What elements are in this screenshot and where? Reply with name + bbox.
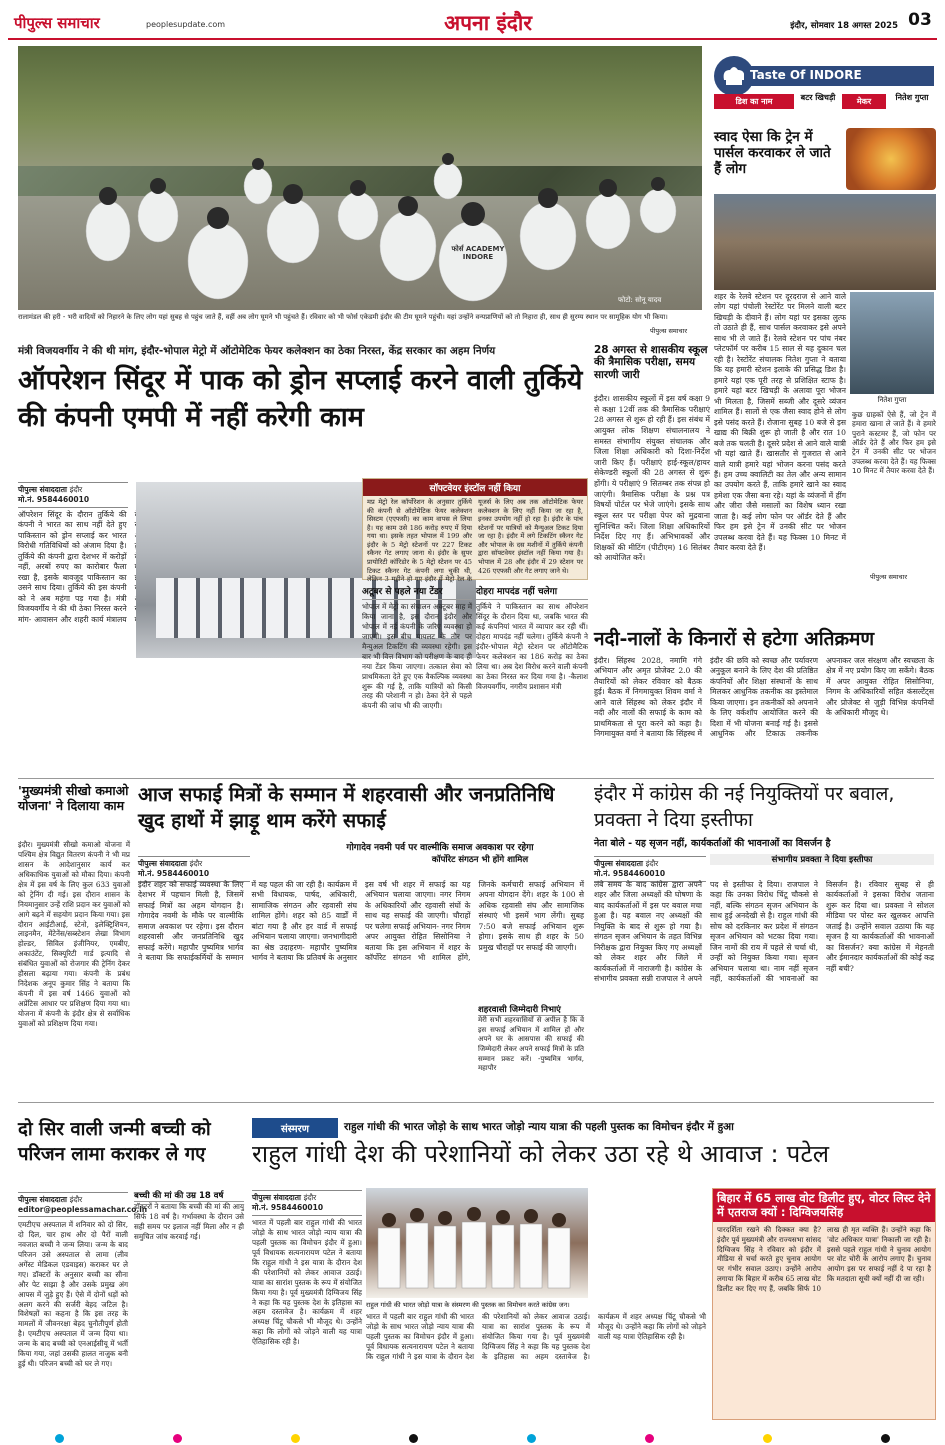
lead-body: ऑपरेशन सिंदूर के दौरान तुर्किये की कंपनी ने भारत का साथ नहीं देते हुए पाकिस्तान को ड्रोन सप्लाई कर भारत विरोधी गतिविधियों को अंजाम दिया है। तुर्किये की कंपनी द्वारा देशभर में करोड़ों नहीं, अरबों रुपए का कारोबार फैला रखा है, इसके बावजूद पाकिस्तान का उसने साथ दिया। तुर्किये की इस कंपनी को ने अब महंगा पड़ गया है। मंत्री विजयवर्गीय ने की थी ठेका निरस्त करने मांग- आवासन और शहरी कार्य मंत्रालय	[18, 510, 127, 624]
byline-name: पीपुल्स संवाददाता इंदौर	[594, 859, 659, 868]
safai-sub: गोगादेव नवमी पर्व पर वाल्मीकि समाज अवकाश पर रहेगा	[346, 843, 534, 853]
taste-quote: कुछ ग्राहकों ऐसे हैं, जो ट्रेन में हमारा खाना ले जाते हैं। वे हमारे पुराने कस्टमर हैं, जो फोन पर ऑर्डर देते हैं और फिर हम इसे ट्रेन में उनकी सीट पर भोजन उपलब्ध करवा देते हैं। यह फिक्स 10 मिनट में तैयार करवा देते हैं।	[852, 410, 936, 476]
section-title: अपना इंदौर	[444, 11, 532, 35]
head	[150, 178, 166, 194]
software-body: मप्र मेट्रो रेल कॉर्पोरेशन के अनुसार तुर्किये की कंपनी से ऑटोमेटिक फेयर कलेक्शन सिस्टम (एएफसी) का काम वापस ले लिया है। यह काम उसे 186 करोड़ रुपए में दिया गया था। इसके तहत भोपाल में 199 और इंदौर के 5 मेट्रो स्टेशनों पर 227 टिकट स्कैनर गेट लगाए जाना थे। इंदौर के सुपर प्रायोरिटी कॉरिडोर के 5 मेट्रो स्टेशन पर 45 टिकट स्कैनर गेट कंपनी लगा चुकी थी, लेकिन 3 महीने हो गए इंदौर में मेट्रो रेल के यूजर्स के लिए अब तक ऑटोमेटिक फेयर कलेक्शन के लिए नहीं किया जा रहा है, इनका उपयोग नहीं हो रहा है। इंदौर के पांच स्टेशनों पर यात्रियों को मैन्युअल टिकट दिया जा रहा है। इंदौर में लगे टिकटिंग स्कैनर गेट और भोपाल के दस मशीनों में तुर्किये कंपनी द्वारा सॉफ्टवेयर इंस्टॉल नहीं किया गया है। भोपाल में 28 और इंदौर में 29 स्टेशन पर 426 एएफसी और गेट लगाए जाने थे।	[367, 498, 583, 584]
factbox-body: मेरी सभी शहरवासियों से अपील है कि वे इस सफाई अभियान में शामिल हों और अपने घर के आसपास की सफाई की जिम्मेदारी लेकर अपने सफाई मित्रों के प्रति सम्मान प्रकट करें। -पुष्यमित्र भार्गव, महापौर	[478, 1016, 584, 1073]
rahul-kicker-bar	[252, 1118, 936, 1138]
kalyan-title: अटूबर से पहले नया टेंडर	[362, 584, 472, 600]
masthead-url: peoplesupdate.com	[146, 20, 226, 29]
taste-credit: पीपुल्स समाचार	[870, 573, 907, 581]
caption-credit: पीपुल्स समाचार	[650, 327, 687, 335]
head	[283, 184, 303, 204]
person	[86, 201, 130, 261]
dish-name-value: बटर खिचड़ी	[800, 93, 836, 102]
top-photo	[18, 46, 702, 310]
head	[398, 196, 418, 216]
byline-name: पीपुल्स संवाददाता इंदौर	[138, 859, 203, 868]
maker-label: मेकर	[842, 94, 886, 109]
yoga-group-illustration	[18, 46, 702, 310]
congress-headline: इंदौर में कांग्रेस की नई नियुक्तियों पर बवाल, प्रवक्ता ने दिया इस्तीफा	[594, 783, 895, 831]
kalyan-body: भोपाल में मेट्रो का संचालन अक्टूबर माह में किया जाना है, इस दौरान इंदौर और भोपाल में नई कंपनी के जरिए व्यवस्था हो जाएगी। इस बीच पायलट के तौर पर मैन्युअल टिकटिंग की व्यवस्था रहेगी। इस बार भी वित्त विभाग को परीक्षण के बाद ही नया टेंडर किया जाएगा। तत्काल सेवा को प्राथमिकता देते हुए एक वैकल्पिक व्यवस्था शुरू की गई है, ताकि यात्रियों को किसी तरह की परेशानी न हो। ठेका देने से पहले कंपनी की जांच भी की जाएगी।	[362, 602, 472, 711]
rahul-headline: राहुल गांधी देश की परेशानियों को लेकर उठा रहे थे आवाज : पटेल	[252, 1140, 830, 1168]
masthead-left: पीपुल्स समाचार	[14, 14, 100, 32]
byline-mobile: मो.नं. 9584460010	[594, 869, 666, 878]
head	[461, 202, 485, 226]
shirt-print: फोर्स ACADEMY INDORE	[451, 245, 505, 261]
registration-mark	[763, 1434, 772, 1443]
byline-mobile: मो.नं. 9584460010	[138, 869, 210, 878]
exam-headline: 28 अगस्त से शासकीय स्कूल की त्रैमासिक परीक्षा, समय सारणी जारी	[594, 344, 708, 381]
person	[434, 163, 462, 199]
congress-sub2: संभागीय प्रवक्ता ने दिया इस्तीफा	[710, 854, 934, 865]
dohra-section	[476, 584, 588, 774]
head	[252, 158, 264, 170]
photo-credit: फोटो: सोनू यादव	[618, 296, 662, 304]
girl-box-title: बच्ची की मां की उम्र 18 वर्ष	[134, 1190, 244, 1202]
byline-mobile: मो.नं. 9584460010	[18, 495, 90, 504]
safai-headline: आज सफाई मित्रों के सम्मान में शहरवासी और जनप्रतिनिधि खुद हाथों में झाड़ू थाम करेंगे सफाई	[138, 783, 555, 833]
person	[267, 199, 319, 263]
maker-value: नितेश गुप्ता	[895, 93, 929, 102]
lead-byline	[18, 482, 128, 508]
divider	[18, 778, 934, 779]
person	[338, 192, 378, 240]
software-section	[362, 478, 588, 584]
byline-name: पीपुल्स संवाददाता इंदौर	[252, 1193, 317, 1202]
dohra-title: दोहरा मापदंड नहीं चलेगा	[476, 584, 588, 600]
safai-byline	[138, 856, 250, 882]
person	[586, 193, 630, 249]
exam-body: इंदौर। शासकीय स्कूलों में इस वर्ष कक्षा 9 से कक्षा 12वीं तक की त्रैमासिक परीक्षाएं 28 अगस्त से शुरू हो रही हैं। इस संबंध में आयुक्त लोक शिक्षण संचालनालय ने समस्त संभागीय संयुक्त संचालक और जिला शिक्षा अधिकारी को दिशा-निर्देश जारी किए हैं। परीक्षाएं हाई-स्कूल/हायर सेकेण्डरी स्कूलों की 28 अगस्त से शुरू होंगी। ये परीक्षाएं 9 सितम्बर तक संपन्न हो जाएंगी। त्रैमासिक परीक्षा के प्रश्न पत्र विषयों पोर्टल पर भेजे जाएंगे। इसके साथ स्कूल स्तर पर परीक्षा पेपर को मुद्रवाना सुनिश्चित करें। जिला शिक्षा अधिकारियों निर्देश दिए गए हैं। अभिभावकों और शिक्षकों की मीटिंग (पीटीएम) 16 सितंबर को आयोजित करें।	[594, 394, 710, 563]
registration-mark	[881, 1434, 890, 1443]
head	[538, 188, 558, 208]
bihar-box	[712, 1188, 936, 1420]
head	[207, 207, 229, 229]
person	[380, 211, 436, 281]
registration-mark	[645, 1434, 654, 1443]
dish-table	[714, 94, 934, 128]
kalyan-section	[362, 584, 472, 774]
safai-body: इंदौर शहर को सफाई व्यवस्था के लिए देशभर में पहचान मिली है, जिसमें सफाई मित्रों का अहम योगदान है। गोगादेव नवमी के मौके पर वाल्मीकि समाज अवकाश पर रहेगा। इस दौरान शहरवासी और जनप्रतिनिधि खुद सफाई करेंगे। महापौर पुष्यमित्र भार्गव ने बताया कि सफाईकर्मियों के सम्मान में यह पहल की जा रही है। कार्यक्रम में सभी विधायक, पार्षद, अधिकारी, सामाजिक संगठन और रहवासी संघ शामिल होंगे। शहर को 85 वार्डों में बांटा गया है और हर वार्ड में सफाई अभियान चलाया जाएगा। जनभागीदारी का श्रेष्ठ उदाहरण- महापौर पुष्यमित्र भार्गव ने बताया कि प्रतिवर्ष के अनुसार इस वर्ष भी शहर में सफाई का यह अभियान चलाया जाएगा। नगर निगम के अधिकारियों और रहवासी संघों के साथ यह सफाई की जाएगी। चौराहों पर चलेगा सफाई अभियान- नगर निगम अपर आयुक्त रोहित सिसोनिया ने बताया कि इस अभियान में शहर के कॉर्पोरेट संगठन भी शामिल होंगे, जिनके कर्मचारी सफाई अभियान में अपना योगदान देंगे। शहर के 100 से अधिक रहवासी संघ और सामाजिक संस्थाएं भी इसमें भाग लेंगी। सुबह 7:50 बजे सफाई अभियान शुरू होगा। इसके साथ ही शहर के 50 प्रमुख चौराहों पर सफाई की जाएगी।	[138, 880, 584, 963]
congress-sub: नेता बोले - यह सृजन नहीं, कार्यकर्ताओं की भावनाओं का विसर्जन है	[594, 838, 831, 849]
registration-mark	[173, 1434, 182, 1443]
factbox-title: शहरवासी जिम्मेदारी निभाएं	[478, 1004, 584, 1016]
restaurant-photo	[714, 194, 936, 290]
girl-byline	[18, 1192, 148, 1217]
congress-byline	[594, 856, 706, 882]
girl-box-body: डॉक्टरों ने बताया कि बच्ची की मां की आयु सिर्फ 18 वर्ष है। गर्भावस्था के दौरान उसे सही समय पर इलाज नहीं मिला और न ही समुचित जांच करवाई गई।	[134, 1202, 244, 1241]
byline-mobile: मो.नं. 9584460010	[252, 1203, 324, 1212]
girl-headline: दो सिर वाली जन्मी बच्ची को परिजन लामा कराकर ले गए	[18, 1119, 211, 1165]
person	[640, 189, 676, 233]
bihar-body: पारदर्शिता रखने की दिक्कत क्या है? इंदौर पूर्व मुख्यमंत्री और राज्यसभा सांसद दिग्विजय सिंह ने रविवार को इंदौर में मीडिया से चर्चा करते हुए चुनाव आयोग पर गंभीर सवाल उठाए। उन्होंने आरोप लगाया कि बिहार में करीब 65 लाख वोट डिलीट कर दिए गए हैं, जबकि सिर्फ 10 लाख ही मृत व्यक्ति हैं। उन्होंने कहा कि 'वोट अधिकार यात्रा' निकाली जा रही है। इससे पहले राहुल गांधी ने चुनाव आयोग पर वोट चोरी के आरोप लगाए हैं। चुनाव आयोग इस पर सफाई नहीं दे पा रहा है कि मतदाता सूची क्यों नहीं दी जा रही।	[717, 1225, 931, 1293]
lead-kicker: मंत्री विजयवर्गीय ने की थी मांग, इंदौर-भोपाल मेट्रो में ऑटोमेटिक फेयर कलेक्शन का ठेका निरस्त, केंद्र सरकार का अहम निर्णय	[18, 345, 496, 357]
person	[188, 223, 248, 299]
girl-body: एमटीएच अस्पताल में शनिवार को दो सिर, दो दिल, चार हाथ और दो पैरों वाली नवजात बच्ची ने जन्म लिया। जन्म के बाद परिजन उसे अस्पताल से लामा (लीव अगेंस्ट मेडिकल एडवाइस) कराकर घर ले गए। डॉक्टरों के अनुसार बच्ची का सीना और पेट साझा है और उसके प्रमुख अंग आपस में जुड़े हुए हैं। ऐसे में दोनों धड़ों को अलग करने की सर्जरी बेहद जटिल है। विशेषज्ञों का कहना है कि इस तरह के मामलों में जीवनरक्षा बेहद चुनौतीपूर्ण होती है। एमटीएच अस्पताल में जन्म दिया था। जन्म के बाद बच्ची को एनआईसीयू में भर्ती किया गया, जहां उसकी हालत नाजुक बनी हुई थी। परिजन बच्ची को घर ले गए।	[18, 1220, 128, 1369]
head	[599, 179, 617, 197]
rahul-body2: भारत में पहली बार राहुल गांधी की भारत जोड़ो के साथ भारत जोड़ो न्याय यात्रा की पहली पुस्तक का विमोचन इंदौर में हुआ। पूर्व विधायक सत्यनारायण पटेल ने बताया कि राहुल गांधी ने इस यात्रा के दौरान देश की परेशानियों को लेकर आवाज उठाई। यात्रा का सारांश पुस्तक के रूप में संयोजित किया गया है। पूर्व मुख्यमंत्री दिग्विजय सिंह ने कहा कि यह पुस्तक देश के इतिहास का अहम दस्तावेज है। कार्यक्रम में शहर अध्यक्ष चिंटू चौकसे भी मौजूद थे। उन्होंने कहा कि लोगों को जोड़ने वाली यह यात्रा ऐतिहासिक रही है।	[366, 1312, 707, 1361]
registration-mark	[55, 1434, 64, 1443]
rahul-caption: राहुल गांधी की भारत जोड़ो यात्रा के संस्मरण की पुस्तक का विमोचन करते कांग्रेस जन।	[366, 1301, 570, 1309]
head	[442, 153, 454, 165]
dish-name-label: डिश का नाम	[714, 94, 794, 109]
person	[138, 190, 178, 242]
divider	[18, 1102, 934, 1103]
color-bar	[0, 1432, 945, 1444]
congress-body: लंबे समय के बाद कांग्रेस द्वारा अपने शहर और जिला अध्यक्षों की घोषणा के बाद कार्यकर्ताओं में इस पर बवाल मचा हुआ है। यह बवाल नए अध्यक्षों की नियुक्ति के बाद से शुरू हो गया है। संगठन सृजन अभियान के तहत विभिन्न निरीक्षक द्वारा नियुक्त किए गए अध्यक्षों को लेकर शहर और जिले में कार्यकर्ताओं में नाराजगी है। कांग्रेस के संभागीय प्रवक्ता सन्नी राजपाल ने अपने पद से इस्तीफा दे दिया। राजपाल ने कहा कि उनका विरोध चिंटू चौकसे से नहीं, बल्कि संगठन सृजन अभियान के साथ हुई अनदेखी से है। राहुल गांधी की सोच को दरकिनार कर प्रदेश में संगठन सृजन अभियान को भटका दिया गया। जिन नामों की राय में पहले से चर्चा थी, उन्हीं को नियुक्त किया गया। सृजन अभियान चलाया था। नाम नहीं सृजन नहीं, कार्यकर्ताओं की भावनाओं का विसर्जन है। रविवार सुबह से ही कार्यकर्ताओं ने इसका विरोध जताना शुरू कर दिया था। प्रवक्ता ने सोशल मीडिया पर पोस्ट कर खुलकर आपत्ति जताई है। उन्होंने सवाल उठाया कि यह सृजन है या कार्यकर्ताओं की भावनाओं का विसर्जन? क्या कांग्रेस में मेहनती और ईमानदार कार्यकर्ताओं की कोई कद्र नहीं बची?	[594, 880, 934, 984]
head	[651, 177, 665, 191]
bihar-headline: बिहार में 65 लाख वोट डिलीट हुए, वोटर लिस्ट देने में एतराज क्यों : दिग्विजयसिंह	[713, 1189, 935, 1222]
rahul-body: भारत में पहली बार राहुल गांधी की भारत जोड़ो के साथ भारत जोड़ो न्याय यात्रा की पहली पुस्तक का विमोचन इंदौर में हुआ। पूर्व विधायक सत्यनारायण पटेल ने बताया कि राहुल गांधी ने इस यात्रा के दौरान देश की परेशानियों को लेकर आवाज उठाई। यात्रा का सारांश पुस्तक के रूप में संयोजित किया गया है। पूर्व मुख्यमंत्री दिग्विजय सिंह ने कहा कि यह पुस्तक देश के इतिहास का अहम दस्तावेज है। कार्यक्रम में शहर अध्यक्ष चिंटू चौकसे भी मौजूद थे। उन्होंने कहा कि लोगों को जोड़ने वाली यह यात्रा ऐतिहासिक रही है।	[252, 1218, 362, 1347]
byline-name: पीपुल्स संवाददाता इंदौर	[18, 485, 83, 494]
software-heading: सॉफ्टवेयर इंस्टॉल नहीं किया	[363, 479, 587, 496]
dish-photo	[846, 128, 936, 190]
masthead-date: इंदौर, सोमवार 18 अगस्त 2025	[790, 21, 898, 31]
byline-email: editor@peoplessamachar.co.in	[18, 1205, 148, 1214]
girl-box	[134, 1190, 244, 1420]
dohra-body: तुर्किये ने पाकिस्तान का साथ ऑपरेशन सिंदूर के दौरान दिया था, जबकि भारत की कई कंपनियां भारत में व्यापार कर रही थीं। दोहरा मापदंड नहीं चलेगा। तुर्किये कंपनी ने इंदौर-भोपाल मेट्रो स्टेशन पर ऑटोमैटिक फेयर कलेक्शन का 186 करोड़ का ठेका लिया था। अब देश विरोध करने वाली कंपनी का ठेका निरस्त कर दिया गया है। -कैलाश विजयवर्गीय, नगरीय प्रशासन मंत्री	[476, 602, 588, 691]
rahul-byline	[252, 1190, 362, 1216]
lead-headline: ऑपरेशन सिंदूर में पाक को ड्रोन सप्लाई करने वाली तुर्किये की कंपनी एमपी में नहीं करेगी काम	[18, 365, 583, 434]
registration-mark	[527, 1434, 536, 1443]
river-headline: नदी-नालों के किनारों से हटेगा अतिक्रमण	[594, 628, 934, 650]
taste-banner: Taste Of INDORE	[744, 66, 934, 86]
taste-headline: स्वाद ऐसा कि ट्रेन में पार्सल करवाकर ले जाते हैं लोग	[714, 129, 831, 177]
registration-mark	[409, 1434, 418, 1443]
byline-name: पीपुल्स संवाददाता इंदौर	[18, 1195, 83, 1204]
safai-factbox	[478, 1004, 584, 1098]
taste-body: शहर के रेलवे स्टेशन पर दूरदराज से आने वाले लोग यहां पंचोली रेस्टोरेंट पर मिलने वाली बटर खिचड़ी के दीवाने हैं। लोग यहां पर इसका लुत्फ तो उठाते ही हैं, साथ पार्सल करवाकर इसे अपने साथ भी ले जाते हैं। रेलवे स्टेशन पर पांच नंबर प्लेटफॉर्म पर करीब 15 साल से यह दुकान चल रही है। रेस्टोरेंट संचालक नितेश गुप्ता ने बताया कि यह हमारी स्टेशन इलाके की प्रसिद्ध डिश है। हमारे यहां एक पूरी तरह से प्रशिक्षित स्टाफ है। हमारे यहां बटर खिचड़ी के अलावा पूरा भोजन भी मिलता है, जिसमें सब्जी और दूसरे व्यंजन शामिल हैं। सालों से एक जैसा स्वाद होने से लोग इसे पसंद करते हैं। रोजाना सुबह 10 बजे से इस खाद्य की बिक्री शुरू हो जाती है और रात 10 बजे तक चलती है। दूसरे प्रदेश से आने वाले यात्री भी यहां खाते हैं। खासतौर से गुजरात से आने वाले यात्री हमारे यहां भोजन करना पसंद करते हैं। हम उच्च क्वालिटी का तेल और अन्य सामान का उपयोग करते हैं, ताकि हमारे खाने का स्वाद हमेशा एक जैसा बना रहे। यहां के व्यंजनों में हींग और जीरा जैसे मसालों का विशेष ध्यान रखा जाता है। कई लोग फोन पर ऑर्डर देते हैं और फिर हम इसे ट्रेन में उनकी सीट पर भोजन उपलब्ध करवा देते हैं। यह फिक्स 10 मिनट में तैयार करवा देते हैं।	[714, 292, 846, 553]
person	[244, 168, 272, 204]
yojana-headline: 'मुख्यमंत्री सीखो कमाओ योजना' ने दिलाया काम	[18, 783, 129, 813]
yojana-body: इंदौर। मुख्यमंत्री सीखो कमाओ योजना में पश्चिम क्षेत्र विद्युत वितरण कंपनी ने भी मप्र शासन के आदेशानुसार कार्य कर अधिकाधिक युवाओं को मौका दिया। कंपनी क्षेत्र में इस वर्ष के लिए कुल 633 युवाओं को ट्रेनिंग दी गई। इस दौरान शासन के नियमानुसार उन्हें राशि प्रदान कर युवाओं को आगे बढ़ने में सहयोग प्रदान किया गया। इस दौरान आईटीआई, स्टेनो, इलेक्ट्रिशियन, लाइनमैन, मेंटेनेंस/सब्स्टेशन लेखा विभाग होल्डर, सिविल इंजीनियर, एमबीए, अकाउंटेंट, सिक्यूरिटी गार्ड इत्यादि से संबंधित युवाओं को रोजगार की ट्रेनिंग देकर हौसला बढ़ाया गया। कंपनी के प्रबंध निदेशक अनूप कुमार सिंह ने बताया कि कंपनी में इस वर्ष 1466 युवाओं को अप्रेंटिस आधार पर प्रशिक्षण दिया गया था। योजना में कंपनी के इंदौर क्षेत्र से सर्वाधिक युवाओं को प्रशिक्षण दिया गया।	[18, 840, 130, 1028]
river-body: इंदौर। सिंहस्थ 2028, नमामि गंगे अभियान और अमृत प्रोजेक्ट 2.0 की तैयारियों को लेकर रविवार को बैठक हुई। बैठक में निगमायुक्त शिवम वर्मा ने आने वाले सिंहस्थ को लेकर इंदौर में नदी और नालों की सफाई के काम को प्राथमिकता से पूरा करने को कहा है। निगमायुक्त वर्मा ने बताया कि सिंहस्थ में इंदौर की छवि को स्वच्छ और पर्यावरण अनुकूल बनाने के लिए देश की प्रतिष्ठित कंपनियों और शिक्षा संस्थानों के साथ मिलकर आधुनिक तकनीक का इस्तेमाल किया जाएगा। इन तकनीकों को अपनाने के लिए वर्कशॉप आयोजित करने की दिशा में भी योजना बनाई गई है। इससे आधुनिक और टिकाऊ तकनीक अपनाकर जल संरक्षण और स्वच्छता के क्षेत्र में नए प्रयोग किए जा सकेंगे। बैठक में अपर आयुक्त रोहित सिसोनिया, निगम के अधिकारियों सहित कंसल्टेंट्स और प्रोजेक्ट से जुड़ी विभिन्न कंपनियों के अधिकारी मौजूद थे।	[594, 656, 934, 739]
registration-mark	[291, 1434, 300, 1443]
page-number: 03	[906, 10, 934, 36]
masthead	[8, 6, 937, 40]
head	[350, 180, 366, 196]
person-name: नितेश गुप्ता	[877, 396, 907, 404]
safai-sub2: कॉर्पोरेट संगठन भी होंगे शामिल	[431, 855, 529, 865]
person-photo	[850, 292, 934, 394]
rahul-photo	[366, 1188, 588, 1298]
rahul-kicker-text: राहुल गांधी की भारत जोड़ो के साथ भारत जोड़ो न्याय यात्रा की पहली पुस्तक का विमोचन इंदौर में हुआ	[344, 1121, 734, 1133]
book-launch-illustration	[366, 1188, 588, 1298]
head	[99, 187, 117, 205]
top-photo-caption: रालामंडल की हरी - भरी वादियों को निहारने के लिए लोग यहां सुबह से पहुंच जाते हैं, वहीं अब लोग घूमने भी पहुंचते हैं। रविवार को भी फोर्स एकेडमी इंदौर की टीम घूमने पहुंची। यहां उन्होंने वन्यप्राणियों को तो निहारा ही, साथ ही सुरम्य स्थान पर सामूहिक योग भी किया।	[18, 313, 668, 321]
rahul-kicker-tag: संस्मरण	[252, 1118, 338, 1138]
person	[520, 202, 576, 270]
